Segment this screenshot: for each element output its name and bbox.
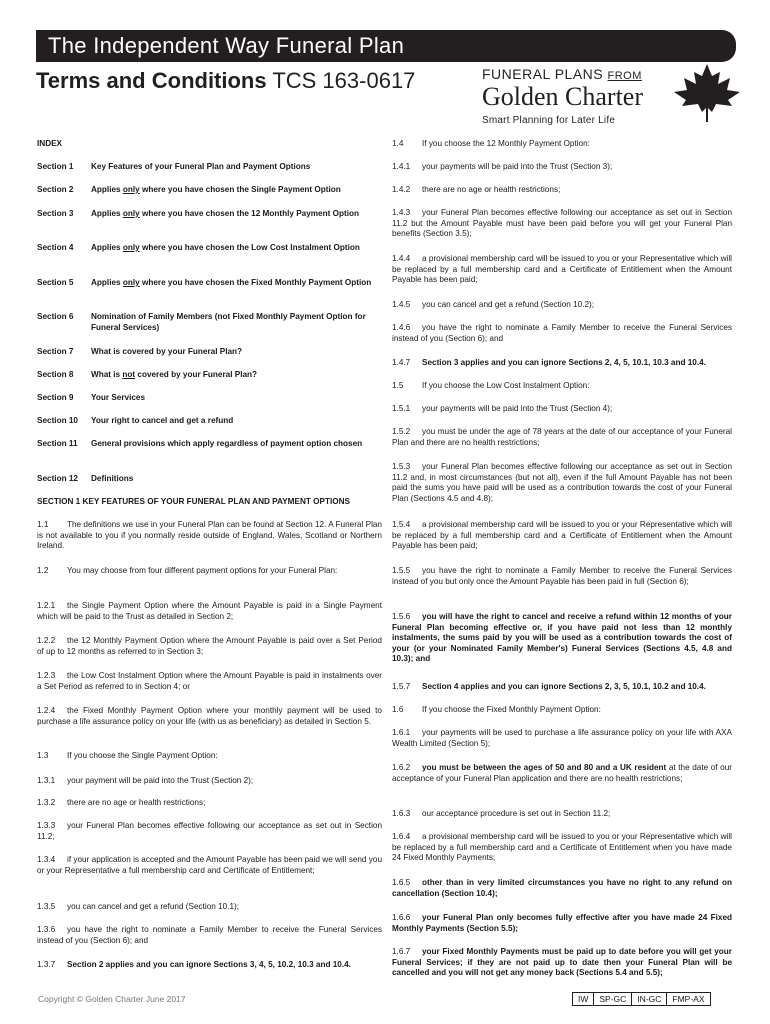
clause-1-6-4: 1.6.4 a provisional membership card will be issued to you or your Representative which will be replaced by a full membership card and a Certificate of Entitlement when you have made 24 Fixed Monthly Payments; [392, 832, 732, 863]
index-section-title: Key Features of your Funeral Plan and Payment Options [91, 162, 311, 171]
index-section-title: Applies only where you have chosen the Low Cost Instalment Option [91, 243, 360, 252]
clause-1-5: 1.5 If you choose the Low Cost Instalment Option: [392, 381, 590, 390]
clause-1-4-4: 1.4.4 a provisional membership card will be issued to you or your Representative which will be replaced by a full membership card and a Certificate of Entitlement when the Amount Payable has been paid; [392, 254, 732, 285]
clause-1-3-2: 1.3.2 there are no age or health restrictions; [37, 798, 206, 807]
golden-charter-logo [482, 66, 742, 130]
clause-1-2: 1.2 You may choose from four different payment options for your Funeral Plan: [37, 566, 338, 575]
clause-1-6-1: 1.6.1 your payments will be used to purchase a life assurance policy on your life with AXA Wealth Limited (Section 5); [392, 728, 732, 748]
logo-brand: Golden Charter [482, 82, 644, 111]
clause-1-3-1: 1.3.1 your payment will be paid into the Trust (Section 2); [37, 776, 254, 785]
clause-1-2-2: 1.2.2 the 12 Monthly Payment Option where the Amount Payable is paid over a Set Period of up to 12 months as referred to in Section 3; [37, 636, 382, 656]
subtitle-text: Terms and Conditions [36, 68, 267, 93]
index-section-title: General provisions which apply regardless of payment option chosen [91, 439, 363, 448]
clause-1-6: 1.6 If you choose the Fixed Monthly Payment Option: [392, 705, 601, 714]
logo-line1: FUNERAL PLANS FROM [482, 66, 642, 82]
clause-1-3-4: 1.3.4 if your application is accepted and the Amount Payable has been paid we will send you or your Representative a full membership card and Certificate of Entitlement; [37, 855, 382, 875]
clause-1-3-6: 1.3.6 you have the right to nominate a Family Member to receive the Funeral Services instead of you (Section 6); and [37, 925, 382, 945]
clause-1-6-6: 1.6.6 your Funeral Plan only becomes fully effective after you have made 24 Fixed Monthly Payments (Section 5.5); [392, 913, 732, 933]
index-section-number: Section 11 [37, 439, 78, 448]
logo-tagline: Smart Planning for Later Life [482, 115, 616, 126]
index-section-title: Nomination of Family Members (not Fixed Monthly Payment Option for Funeral Services) [91, 312, 366, 332]
product-code: IN-GC [631, 992, 667, 1006]
clause-1-2-3: 1.2.3 the Low Cost Instalment Option where the Amount Payable is paid in instalments over a Set Period as referred to in Section 4; or [37, 671, 382, 691]
clause-1-5-2: 1.5.2 you must be under the age of 78 years at the date of our acceptance of your Funeral Plan and there are no health restrictions; [392, 427, 732, 447]
index-section-title: Applies only where you have chosen the 12 Monthly Payment Option [91, 209, 359, 218]
index-section-title: Your right to cancel and get a refund [91, 416, 234, 425]
clause-1-6-2: 1.6.2 you must be between the ages of 50 and 80 and a UK resident at the date of our acceptance of your Funeral Plan application and there are no health restrictions; [392, 763, 732, 783]
clause-1-2-1: 1.2.1 the Single Payment Option where the Amount Payable is paid in a Single Payment which will be paid to the Trust as detailed in Section 2; [37, 601, 382, 621]
document-title: The Independent Way Funeral Plan [36, 30, 736, 62]
clause-1-6-5: 1.6.5 other than in very limited circumstances you have no right to any refund on cancellation (Section 10.4); [392, 878, 732, 898]
clause-1-4-1: 1.4.1 your payments will be paid into the Trust (Section 3); [392, 162, 613, 171]
index-section-title: What is covered by your Funeral Plan? [91, 347, 243, 356]
index-section-number: Section 9 [37, 393, 74, 402]
index-heading: INDEX [37, 139, 63, 148]
index-section-number: Section 4 [37, 243, 74, 252]
index-section-number: Section 7 [37, 347, 74, 356]
index-section-number: Section 2 [37, 185, 74, 194]
document-subtitle [36, 66, 415, 96]
index-section-number: Section 5 [37, 278, 74, 287]
clause-1-4: 1.4 If you choose the 12 Monthly Payment Option: [392, 139, 590, 148]
index-section-title: Definitions [91, 474, 134, 483]
clause-1-5-3: 1.5.3 your Funeral Plan becomes effective following our acceptance as set out in Section 11.2 and, in most circumstances (but not all), even if the full Amount Payable has not been paid the sums you have paid will be used as a contribution towards the cost of your Funeral Plan (Sections 4.5 and 4.8); [392, 462, 732, 503]
clause-1-6-3: 1.6.3 our acceptance procedure is set out in Section 11.2; [392, 809, 611, 818]
clause-1-5-4: 1.5.4 a provisional membership card will be issued to you or your Representative which will be replaced by a full membership card and a Certificate of Entitlement when the Amount Payable has been paid; [392, 520, 732, 551]
clause-1-4-7: 1.4.7 Section 3 applies and you can ignore Sections 2, 4, 5, 10.1, 10.3 and 10.4. [392, 358, 706, 367]
index-section-number: Section 12 [37, 474, 78, 483]
clause-1-4-6: 1.4.6 you have the right to nominate a Family Member to receive the Funeral Services instead of you (Section 6); and [392, 323, 732, 343]
clause-1-5-1: 1.5.1 your payments will be paid into the Trust (Section 4); [392, 404, 613, 413]
maple-leaf-icon [672, 62, 742, 124]
clause-1-6-7: 1.6.7 your Fixed Monthly Payments must be paid up to date before you will get your Funeral Services; if they are not paid up to date then your Funeral Plan will be cancelled and you will not get any money back (Sections 5.4 and 5.5); [392, 947, 732, 978]
clause-1-4-3: 1.4.3 your Funeral Plan becomes effective following our acceptance as set out in Section 11.2 but the Amount Payable must have been paid before you will get your Funeral Plan benefits (Section 3.5); [392, 208, 732, 239]
index-section-number: Section 8 [37, 370, 74, 379]
product-code: SP-GC [593, 992, 632, 1006]
index-section-title: What is not covered by your Funeral Plan? [91, 370, 258, 379]
product-code: IW [572, 992, 594, 1006]
index-section-title: Applies only where you have chosen the Fixed Monthly Payment Option [91, 278, 372, 287]
document-code: TCS 163-0617 [266, 68, 416, 93]
clause-1-1: 1.1 The definitions we use in your Funeral Plan can be found at Section 12. A Funeral Plan is not available to you if you normally reside outside of England, Wales, Scotland or Northern Ireland. [37, 520, 382, 551]
index-section-number: Section 10 [37, 416, 78, 425]
clause-1-4-2: 1.4.2 there are no age or health restrictions; [392, 185, 561, 194]
clause-1-3: 1.3 If you choose the Single Payment Option: [37, 751, 218, 760]
section1-heading: SECTION 1 KEY FEATURES OF YOUR FUNERAL PLAN AND PAYMENT OPTIONS [37, 497, 350, 506]
product-code: FMP-AX [666, 992, 710, 1006]
clause-1-5-5: 1.5.5 you have the right to nominate a Family Member to receive the Funeral Services instead of you but only once the Amount Payable has been paid in full (Section 6); [392, 566, 732, 586]
clause-1-3-5: 1.3.5 you can cancel and get a refund (Section 10.1); [37, 902, 240, 911]
copyright-text: Copyright © Golden Charter June 2017 [38, 994, 186, 1004]
index-section-number: Section 3 [37, 209, 74, 218]
clause-1-3-7: 1.3.7 Section 2 applies and you can ignore Sections 3, 4, 5, 10.2, 10.3 and 10.4. [37, 960, 351, 969]
clause-1-5-7: 1.5.7 Section 4 applies and you can ignore Sections 2, 3, 5, 10.1, 10.2 and 10.4. [392, 682, 706, 691]
clause-1-2-4: 1.2.4 the Fixed Monthly Payment Option where your monthly payment will be used to purchase a life assurance policy on your life (with us as beneficiary) as detailed in Section 5. [37, 706, 382, 726]
clause-1-5-6: 1.5.6 you will have the right to cancel and receive a refund within 12 months of your Funeral Plan becoming effective or, if you have paid not less than 12 monthly instalments, the sums paid by you will be used as a contribution towards the cost of your (or your Nominated Family Member's) Funeral Services (Sections 4.5, 4.8 and 10.3); and [392, 612, 732, 664]
clause-1-3-3: 1.3.3 your Funeral Plan becomes effective following our acceptance as set out in Section 11.2; [37, 821, 382, 841]
index-section-title: Your Services [91, 393, 146, 402]
clause-1-4-5: 1.4.5 you can cancel and get a refund (Section 10.2); [392, 300, 595, 309]
index-section-number: Section 1 [37, 162, 74, 171]
index-section-number: Section 6 [37, 312, 74, 321]
index-section-title: Applies only where you have chosen the Single Payment Option [91, 185, 341, 194]
product-codes [573, 992, 711, 1006]
